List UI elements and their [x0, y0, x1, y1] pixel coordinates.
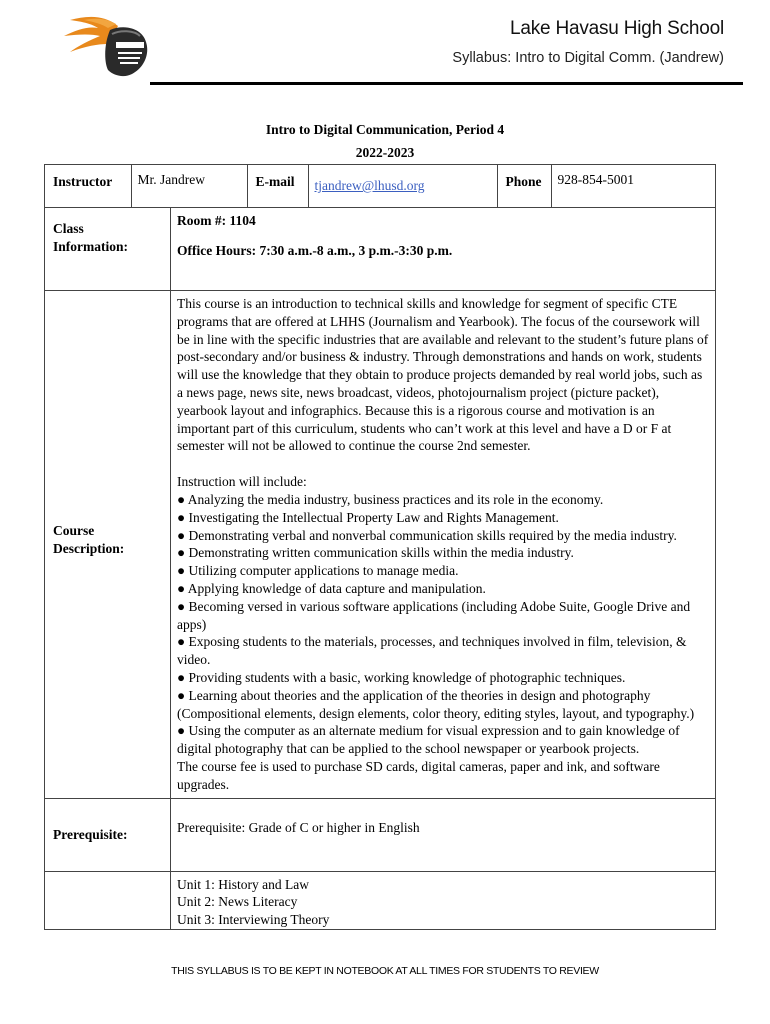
contact-table	[45, 165, 716, 207]
class-info-row	[45, 208, 716, 291]
instruction-item: ● Exposing students to the materials, processes, and techniques involved in film, television, & video.	[177, 634, 687, 668]
school-year: 2022-2023	[355, 145, 415, 160]
phone-label: Phone	[497, 165, 551, 207]
syllabus-table	[44, 164, 716, 930]
unit-item: Unit 1: History and Law	[177, 876, 309, 892]
instructor-label: Instructor	[53, 174, 113, 189]
knight-helmet-logo-icon	[58, 12, 158, 82]
prerequisite-row	[45, 798, 716, 871]
course-description-label: Course Description:	[45, 291, 171, 799]
instruction-item: ● Analyzing the media industry, business practices and its role in the economy.	[177, 491, 604, 507]
unit-item: Unit 3: Interviewing Theory	[177, 912, 330, 928]
syllabus-subtitle: Syllabus: Intro to Digital Comm. (Jandrew)	[452, 50, 724, 66]
phone-number: 928-854-5001	[551, 165, 716, 207]
email-link[interactable]: tjandrew@lhusd.org	[314, 178, 425, 193]
contact-row	[45, 165, 716, 208]
email-label: E-mail	[247, 165, 308, 207]
footer-note: THIS SYLLABUS IS TO BE KEPT IN NOTEBOOK AT ALL TIMES FOR STUDENTS TO REVIEW	[171, 965, 599, 977]
school-name: Lake Havasu High School	[509, 18, 724, 39]
prerequisite-text: Prerequisite: Grade of C or higher in English	[171, 798, 716, 871]
instruction-item: ● Investigating the Intellectual Property Law and Rights Management.	[177, 509, 559, 525]
office-hours: Office Hours: 7:30 a.m.-8 a.m., 3 p.m.-3:30 p.m.	[177, 242, 453, 258]
instruction-item: ● Providing students with a basic, working knowledge of photographic techniques.	[177, 669, 626, 685]
prerequisite-label: Prerequisite:	[45, 798, 171, 871]
course-title: Intro to Digital Communication, Period 4	[265, 122, 505, 137]
instruction-item: ● Becoming versed in various software applications (including Adobe Suite, Google Drive and apps)	[177, 598, 691, 632]
class-info-label: Class Information:	[45, 208, 171, 291]
course-description-row	[45, 291, 716, 799]
units-row	[45, 871, 716, 929]
instruction-item: ● Learning about theories and the application of the theories in design and photography (Compositional elements, design elements, color theory, editing styles, layout, and typography.)	[177, 687, 695, 721]
room-number: Room #: 1104	[177, 213, 256, 228]
unit-item: Unit 2: News Literacy	[177, 894, 298, 910]
course-description-intro: This course is an introduction to technical skills and knowledge for segment of specific CTE programs that are offered at LHHS (Journalism and Yearbook). The focus of the coursework will be in line with the specific industries that are available and relevant to the student’s future plans of post-secondary and/or business & industry. Through demonstrations and hands on work, students will use the knowledge that they obtain to produce projects demanded by real world jobs, such as a news page, news site, news broadcast, videos, photojournalism project (picture packet), yearbook layout and infographics. Because this is a rigorous course and motivation is an important part of this curriculum, students who can’t work at this level and have a D or F at semester will not be allowed to continue the course 2nd semester.	[177, 296, 709, 454]
instruction-item: ● Demonstrating written communication skills within the media industry.	[177, 545, 574, 561]
instruction-heading: Instruction will include:	[177, 474, 307, 490]
instruction-item: ● Utilizing computer applications to manage media.	[177, 563, 459, 579]
header-divider	[150, 82, 743, 85]
instruction-item: ● Demonstrating verbal and nonverbal communication skills required by the media industry.	[177, 527, 677, 543]
instruction-item: ● Applying knowledge of data capture and manipulation.	[177, 580, 486, 596]
instructor-name: Mr. Jandrew	[131, 165, 247, 207]
course-fee-note: The course fee is used to purchase SD cards, digital cameras, paper and ink, and software upgrades.	[177, 758, 660, 792]
instruction-item: ● Using the computer as an alternate medium for visual expression and to gain knowledge of digital photography that can be applied to the school newspaper or yearbook projects.	[177, 723, 680, 757]
